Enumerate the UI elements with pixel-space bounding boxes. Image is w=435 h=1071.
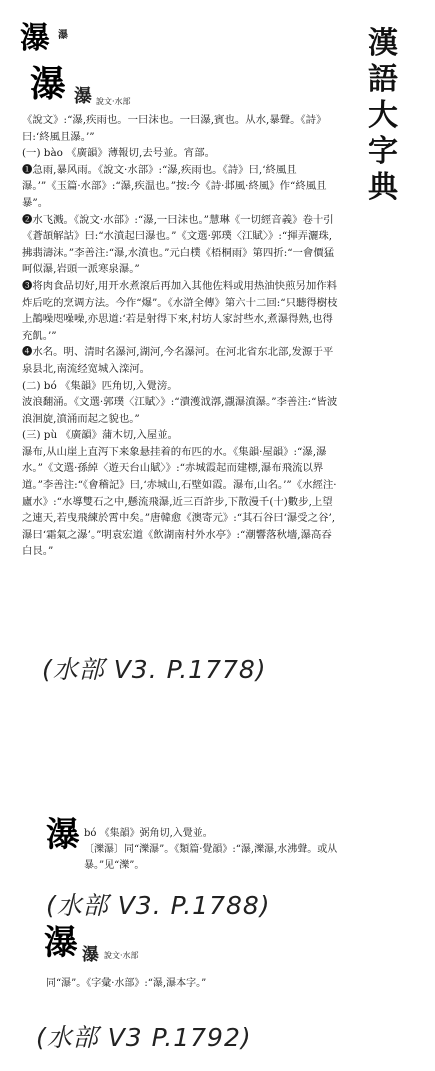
entry-1-seal-glyph: 瀑 <box>74 86 92 107</box>
book-title-char: 語 <box>368 62 398 97</box>
entry-2-head-character: 瀑 <box>46 815 80 855</box>
page-head-seal-form: 瀑 <box>58 30 68 41</box>
entry-3-handwritten-note: (水部 V3 P.1792) <box>36 1023 252 1052</box>
entry-3-head-character: 瀑 <box>44 923 78 963</box>
book-title-vertical <box>363 26 403 206</box>
entry-1-handwritten-note: (水部 V3. P.1778) <box>42 655 267 684</box>
entry-3-body: 同“瀑”。《字彙·水部》:“瀑,瀑本字。” <box>46 978 207 989</box>
entry-1-source: 說文·水部 <box>96 97 131 106</box>
book-title-char: 字 <box>368 134 398 169</box>
book-title-char: 大 <box>368 98 398 133</box>
entry-1-body: 《說文》:“瀑,疾雨也。一曰沫也。一曰瀑,賓也。从水,暴聲。《詩》曰:‘終風且瀑。’” (一) bào 《廣韻》薄報切,去号並。宵部。 ❶急雨,暴风雨。《說文·水部》:“瀑,疾雨也。《詩》曰,‘終風且瀑。’”《玉篇·水部》:“瀑,疾温也。”按:今《詩·邶風·終風》作“終風且暴”。 ❷水飞溅。《說文·水部》:“瀑,一曰沫也。”慧琳《一切經音義》卷十引《蒼頡解詁》曰:“水濆起曰瀑也。”《文選·郭璞〈江賦〉》:“揮弄灑珠,拂翡濤沫。”李善注:“瀑,水濆也。”元白樸《梧桐雨》第四折:“一會價猛呵似瀑,岩頭一派寒泉瀑。” ❸将肉食品切好,用开水煮滾后再加入其他佐料或用热油快煎另加作料炸后吃的烹调方法。今作“爆”。《水滸全傳》第六十二回:“只聽得樹枝上鵲噪咫噪噪,亦思道:‘若是射得下來,村坊人家討些水,煮瀑得熟,也得充飢。’” ❹水名。明、清时名瀑河,湖河,今名瀑河。在河北省东北部,发源于平泉县北,南流经宽城入滦河。 (二) bó 《集韻》匹角切,入覺滂。 波浪翻涌。《文選·郭璞〈江賦〉》:“潰濩泧漷,㵾瀑濆瀑。”李善注:“皆波浪洄旋,濆涌而起之貌也。” (三) pù 《廣韻》蒲木切,入屋並。 瀑布,从山崖上直泻下来象悬挂着的布匹的水。《集韻·屋韻》:“瀑,瀑水。”《文選·孫綽〈遊天台山賦〉》:“赤城霞起而建標,瀑布飛流以界道。”李善注:“《會稽記》曰,‘赤城山,石壁如霞。瀑布,山名。’”《水經注·廬水》:“水導雙石之中,懸流飛瀑,近三百許步,下散漫千(十)數步,上望之連天,若曳飛練於霄中矣。”唐韓愈《澳寄元》:“其石谷曰‘瀑受之谷’,瀑曰‘霜氣之瀑’。”明袁宏道《飲湖南村外水亭》:“潮響落秋墻,瀑高吞白艮。” <box>22 114 338 558</box>
book-title-char: 典 <box>368 170 398 205</box>
entry-3-source: 說文·水部 <box>104 951 139 960</box>
book-title-char: 漢 <box>368 26 398 61</box>
entry-2-body: bó 《集韻》弼角切,入覺並。 〔濼瀑〕同“濼瀑”。《類篇·覺韻》:“瀑,濼瀑,水沸聲。或从暴。”见“濼”。 <box>84 828 338 871</box>
entry-1-head-character: 瀑 <box>30 63 67 105</box>
page-head-character: 瀑 <box>20 21 50 56</box>
entry-3-seal-glyph: 瀑 <box>82 945 99 965</box>
entry-2-handwritten-note: (水部 V3. P.1788) <box>46 891 271 920</box>
